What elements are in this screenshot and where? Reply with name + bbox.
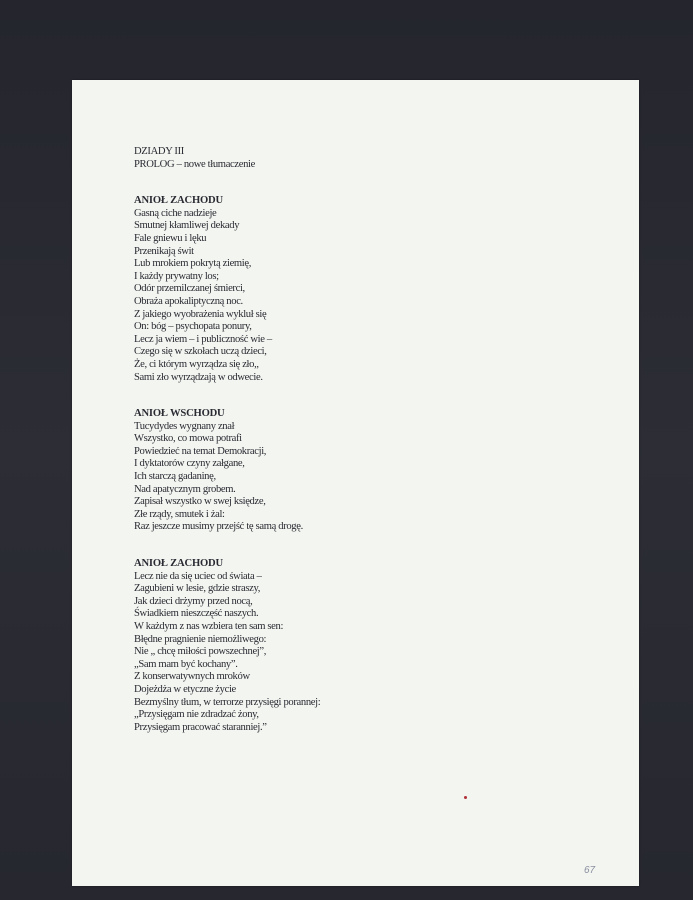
section-angel-east <box>134 408 594 534</box>
poem-line: Z jakiego wyobrażenia wykluł się <box>134 308 267 320</box>
poem-line: Raz jeszcze musimy przejść tę samą drogę. <box>134 521 303 533</box>
poem-line: I każdy prywatny los; <box>134 270 219 282</box>
poem-line: Wszystko, co mowa potrafi <box>134 433 242 445</box>
poem-line: Zagubieni w lesie, gdzie straszy, <box>134 583 261 595</box>
section-heading: ANIOŁ WSCHODU <box>134 408 225 420</box>
poem-line: I dyktatorów czyny załgane, <box>134 458 245 470</box>
document-title: DZIADY III <box>134 146 184 157</box>
poem-line: Bezmyślny tłum, w terrorze przysięgi porannej: <box>134 696 321 708</box>
poem-line: Że, ci którym wyrządza się zło,, <box>134 358 259 370</box>
poem-text <box>134 146 594 734</box>
poem-line: Z konserwatywnych mroków <box>134 671 250 683</box>
poem-line: Tucydydes wygnany znał <box>134 420 235 432</box>
document-subtitle: PROLOG – nowe tłumaczenie <box>134 158 255 170</box>
section-heading: ANIOŁ ZACHODU <box>134 558 223 570</box>
poem-line: Sami zło wyrządzają w odwecie. <box>134 371 263 383</box>
document-page <box>72 80 639 886</box>
poem-line: Dojeżdża w etyczne życie <box>134 683 236 695</box>
poem-line: „Przysięgam nie zdradzać żony, <box>134 709 259 721</box>
poem-line: W każdym z nas wzbiera ten sam sen: <box>134 621 284 632</box>
page-number: 67 <box>584 865 596 876</box>
section-heading: ANIOŁ ZACHODU <box>134 195 223 207</box>
ink-dot <box>464 796 467 799</box>
poem-line: Smutnej kłamliwej dekady <box>134 220 240 232</box>
poem-line: Jak dzieci drżymy przed nocą, <box>134 595 253 607</box>
poem-line: Lecz nie da się uciec od świata – <box>134 570 262 582</box>
poem-line: Czego się w szkołach uczą dzieci, <box>134 346 267 358</box>
section-angel-west-1 <box>134 195 594 384</box>
poem-line: Złe rządy, smutek i żal: <box>134 508 225 520</box>
poem-line: Nie „ chcę miłości powszechnej”, <box>134 646 267 658</box>
poem-line: On: bóg – psychopata ponury, <box>134 321 252 333</box>
poem-line: Przenikają świt <box>134 245 194 257</box>
poem-line: Nad apatycznym grobem. <box>134 483 236 495</box>
poem-line: Zapisał wszystko w swej księdze, <box>134 496 266 508</box>
poem-line: Błędne pragnienie niemożliwego: <box>134 633 267 645</box>
poem-line: Świadkiem nieszczęść naszych. <box>134 608 259 620</box>
poem-line: Odór przemilczanej śmierci, <box>134 283 245 295</box>
poem-line: Lub mrokiem pokrytą ziemię, <box>134 258 252 270</box>
poem-line: Ich starczą gadaninę, <box>134 471 216 483</box>
poem-line: Gasną ciche nadzieje <box>134 207 217 219</box>
section-angel-west-2 <box>134 558 594 734</box>
poem-line: Obraża apokaliptyczną noc. <box>134 295 243 307</box>
poem-line: Powiedzieć na temat Demokracji, <box>134 445 267 457</box>
poem-line: Przysięgam pracować staranniej.” <box>134 721 267 733</box>
poem-line: Fale gniewu i lęku <box>134 232 207 244</box>
poem-line: „Sam mam być kochany”. <box>134 658 238 670</box>
poem-line: Lecz ja wiem – i publiczność wie – <box>134 333 272 345</box>
